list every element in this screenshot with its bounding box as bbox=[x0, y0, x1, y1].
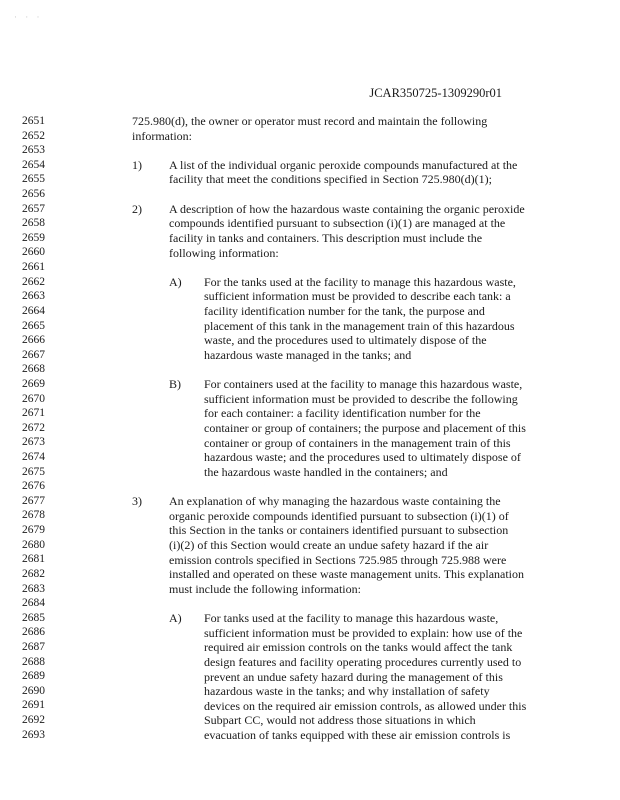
line-number: 2654 bbox=[22, 158, 45, 171]
line-number: 2668 bbox=[22, 363, 45, 376]
line-number: 2686 bbox=[22, 626, 45, 639]
line-number: 2677 bbox=[22, 494, 45, 507]
text-line: waste, and the procedures used to ultimately dispose of the bbox=[204, 333, 487, 348]
line-number: 2687 bbox=[22, 640, 45, 653]
line-number: 2669 bbox=[22, 377, 45, 390]
line-number: 2675 bbox=[22, 465, 45, 478]
text-line: required air emission controls on the tanks would affect the tank bbox=[204, 640, 513, 655]
text-line: hazardous waste in the tanks; and why installation of safety bbox=[204, 684, 490, 699]
item-2-label: 2) bbox=[132, 201, 142, 216]
line-number: 2679 bbox=[22, 524, 45, 537]
text-line: For containers used at the facility to manage this hazardous waste, bbox=[204, 377, 523, 392]
line-number: 2676 bbox=[22, 480, 45, 493]
item-1-text bbox=[169, 158, 517, 187]
text-line: prevent an undue safety hazard during the management of this bbox=[204, 669, 503, 684]
line-number: 2683 bbox=[22, 582, 45, 595]
text-line: facility that meet the conditions specified in Section 725.980(d)(1); bbox=[169, 172, 492, 187]
intro-paragraph bbox=[132, 114, 487, 143]
text-line: For the tanks used at the facility to manage this hazardous waste, bbox=[204, 274, 516, 289]
item-3-text bbox=[169, 494, 524, 596]
text-line: container or group of containers in the management train of this bbox=[204, 435, 511, 450]
line-number: 2688 bbox=[22, 655, 45, 668]
item-3-label: 3) bbox=[132, 494, 142, 509]
item-2a-text bbox=[204, 275, 516, 363]
text-line: hazardous waste managed in the tanks; and bbox=[204, 347, 412, 362]
item-2a-label: A) bbox=[169, 274, 182, 289]
text-line: sufficient information must be provided to describe the following bbox=[204, 391, 518, 406]
scan-corner-mark: · · · bbox=[14, 12, 43, 22]
line-number: 2682 bbox=[22, 567, 45, 580]
text-line: organic peroxide compounds identified pursuant to subsection (i)(1) of bbox=[169, 508, 509, 523]
text-line: hazardous waste; and the procedures used to ultimately dispose of bbox=[204, 450, 521, 465]
line-number: 2657 bbox=[22, 202, 45, 215]
line-number: 2691 bbox=[22, 699, 45, 712]
text-line: container or group of containers; the purpose and placement of this bbox=[204, 421, 526, 436]
line-number: 2690 bbox=[22, 684, 45, 697]
line-number: 2655 bbox=[22, 173, 45, 186]
document-id: JCAR350725-1309290r01 bbox=[369, 86, 502, 100]
line-number: 2656 bbox=[22, 188, 45, 201]
line-number: 2693 bbox=[22, 728, 45, 741]
line-number: 2653 bbox=[22, 144, 45, 157]
line-number: 2671 bbox=[22, 407, 45, 420]
line-number: 2665 bbox=[22, 319, 45, 332]
line-number: 2652 bbox=[22, 129, 45, 142]
text-line: installed and operated on these waste management units. This explanation bbox=[169, 567, 525, 582]
line-number: 2672 bbox=[22, 421, 45, 434]
line-number: 2663 bbox=[22, 290, 45, 303]
line-number: 2673 bbox=[22, 436, 45, 449]
line-number: 2660 bbox=[22, 246, 45, 259]
text-line: design features and facility operating procedures currently used to bbox=[204, 654, 522, 669]
text-line: Subpart CC, would not address those situations in which bbox=[204, 713, 476, 728]
line-number: 2651 bbox=[22, 115, 45, 127]
text-line: evacuation of tanks equipped with these air emission controls is bbox=[204, 728, 511, 743]
text-line: information: bbox=[132, 128, 192, 143]
item-2b-label: B) bbox=[169, 377, 181, 392]
line-number: 2666 bbox=[22, 334, 45, 347]
line-number: 2659 bbox=[22, 231, 45, 244]
item-2-text bbox=[169, 202, 525, 261]
text-line: For tanks used at the facility to manage this hazardous waste, bbox=[204, 611, 499, 626]
text-line: compounds identified pursuant to subsection (i)(1) are managed at the bbox=[169, 216, 506, 231]
text-line: facility identification number for the tank, the purpose and bbox=[204, 304, 485, 319]
line-number: 2658 bbox=[22, 217, 45, 230]
item-2b-text bbox=[204, 377, 526, 479]
line-number: 2662 bbox=[22, 275, 45, 288]
text-line: the hazardous waste handled in the containers; and bbox=[204, 464, 448, 479]
text-line: 725.980(d), the owner or operator must record and maintain the following bbox=[132, 114, 488, 128]
text-line: (i)(2) of this Section would create an undue safety hazard if the air bbox=[169, 537, 489, 552]
line-number: 2689 bbox=[22, 670, 45, 683]
text-line: must include the following information: bbox=[169, 581, 361, 596]
text-line: A description of how the hazardous waste containing the organic peroxide bbox=[169, 201, 525, 216]
text-line: sufficient information must be provided to describe each tank: a bbox=[204, 289, 511, 304]
item-3a-text bbox=[204, 611, 526, 743]
line-number: 2667 bbox=[22, 348, 45, 361]
line-number: 2678 bbox=[22, 509, 45, 522]
line-number: 2685 bbox=[22, 611, 45, 624]
text-line: emission controls specified in Sections 725.985 through 725.988 were bbox=[169, 552, 507, 567]
text-line: An explanation of why managing the hazardous waste containing the bbox=[169, 494, 501, 509]
text-line: for each container: a facility identification number for the bbox=[204, 406, 481, 421]
text-line: this Section in the tanks or containers identified pursuant to subsection bbox=[169, 523, 509, 538]
item-1-label: 1) bbox=[132, 157, 142, 172]
line-number: 2684 bbox=[22, 597, 45, 610]
text-line: devices on the required air emission controls, as allowed under this bbox=[204, 698, 527, 713]
line-number-column bbox=[22, 114, 62, 742]
line-number: 2661 bbox=[22, 261, 45, 274]
line-number: 2681 bbox=[22, 553, 45, 566]
text-line: following information: bbox=[169, 245, 279, 260]
line-number: 2680 bbox=[22, 538, 45, 551]
line-number: 2664 bbox=[22, 304, 45, 317]
line-number: 2674 bbox=[22, 451, 45, 464]
text-line: placement of this tank in the management train of this hazardous bbox=[204, 318, 515, 333]
item-3a-label: A) bbox=[169, 611, 182, 626]
text-line: sufficient information must be provided to explain: how use of the bbox=[204, 625, 523, 640]
text-line: facility in tanks and containers. This description must include the bbox=[169, 230, 483, 245]
line-number: 2692 bbox=[22, 713, 45, 726]
text-line: A list of the individual organic peroxide compounds manufactured at the bbox=[169, 157, 518, 172]
line-number: 2670 bbox=[22, 392, 45, 405]
